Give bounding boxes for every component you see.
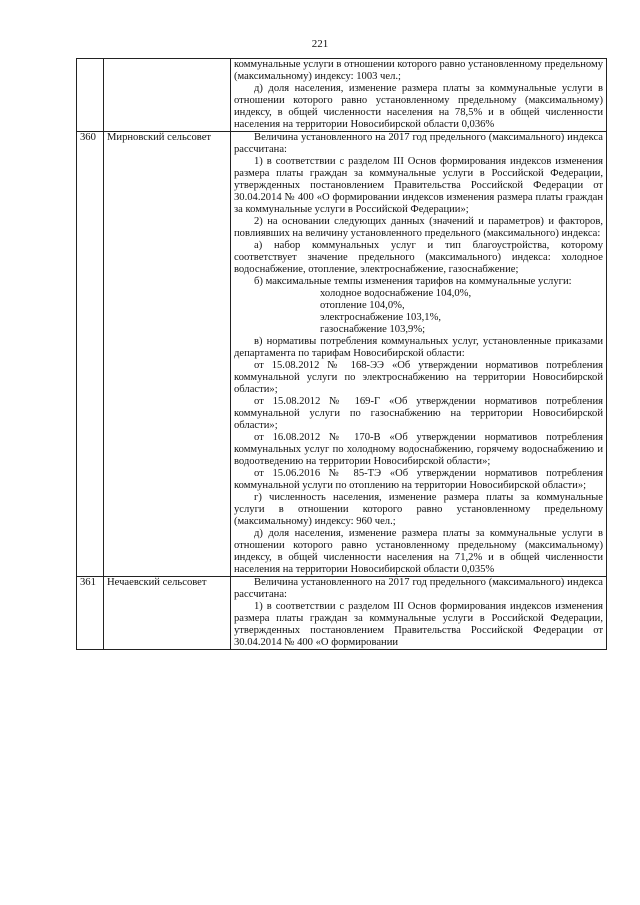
paragraph: а) набор коммунальных услуг и тип благоустройства, которому соответствует значение предельного (максимального) индекса: холодное водоснабжение, отопление, электроснабжение, газоснабжение;: [234, 240, 603, 275]
paragraph: д) доля населения, изменение размера платы за коммунальные услуги в отношении которого равно установленному предельному (максимальному) индексу, в общей численности населения на 71,2% и в общей численности населения на территории Новосибирской области 0,035%: [234, 528, 603, 575]
index-description-cell: [231, 132, 607, 577]
paragraph: от 15.08.2012 № 168-ЭЭ «Об утверждении нормативов потребления коммунальной услуги по электроснабжению на территории Новосибирской области»;: [234, 360, 603, 395]
paragraph: 1) в соответствии с разделом III Основ формирования индексов изменения размера платы граждан за коммунальные услуги в Российской Федерации, утвержденных постановлением Правительства Российской Федерации от 30.04.2014 № 400 «О формировании индексов изменения размера платы граждан за коммунальные услуги в Российской Федерации»;: [234, 156, 603, 215]
paragraph: от 15.08.2012 № 169-Г «Об утверждении нормативов потребления коммунальной услуги по газоснабжению на территории Новосибирской области»;: [234, 396, 603, 431]
paragraph: Величина установленного на 2017 год предельного (максимального) индекса рассчитана:: [234, 577, 603, 600]
paragraph: от 15.06.2016 № 85-ТЭ «Об утверждении нормативов потребления коммунальной услуги по отоплению на территории Новосибирской области»;: [234, 468, 603, 491]
paragraph: б) максимальные темпы изменения тарифов на коммунальные услуги:: [254, 276, 572, 287]
index-description-cell: [231, 59, 607, 132]
row-number-cell: 361: [77, 577, 104, 650]
paragraph: коммунальные услуги в отношении которого равно установленному предельному (максимальному) индексу: 1003 чел.;: [234, 59, 603, 82]
municipality-name-cell: Мирновский сельсовет: [104, 132, 231, 577]
paragraph: 1) в соответствии с разделом III Основ формирования индексов изменения размера платы граждан за коммунальные услуги в Российской Федерации, утвержденных постановлением Правительства Российской Федерации от 30.04.2014 № 400 «О формировании: [234, 601, 603, 648]
page-number: 221: [311, 38, 329, 50]
paragraph: холодное водоснабжение 104,0%,: [320, 288, 472, 299]
table-row: [77, 577, 607, 650]
municipality-name-cell: [104, 59, 231, 132]
municipality-index-table: [76, 58, 607, 650]
municipality-name-cell: Нечаевский сельсовет: [104, 577, 231, 650]
paragraph: г) численность населения, изменение размера платы за коммунальные услуги в отношении которого равно установленному предельному (максимальному) индексу: 960 чел.;: [234, 492, 603, 527]
paragraph: 2) на основании следующих данных (значений и параметров) и факторов, повлиявших на величину установленного предельного (максимального) индекса:: [234, 216, 603, 239]
row-number-cell: [77, 59, 104, 132]
table-row: [77, 59, 607, 132]
table-row: [77, 132, 607, 577]
paragraph: отопление 104,0%,: [320, 300, 405, 311]
paragraph: Величина установленного на 2017 год предельного (максимального) индекса рассчитана:: [234, 132, 603, 155]
index-description-cell: [231, 577, 607, 650]
paragraph: в) нормативы потребления коммунальных услуг, установленные приказами департамента по тарифам Новосибирской области:: [234, 336, 603, 359]
paragraph: д) доля населения, изменение размера платы за коммунальные услуги в отношении которого равно установленному предельному (максимальному) индексу, в общей численности населения на 78,5% и в общей численности населения на территории Новосибирской области 0,036%: [234, 83, 603, 130]
row-number-cell: 360: [77, 132, 104, 577]
paragraph: электроснабжение 103,1%,: [320, 312, 442, 323]
paragraph: газоснабжение 103,9%;: [320, 324, 426, 335]
paragraph: от 16.08.2012 № 170-В «Об утверждении нормативов потребления коммунальных услуг по холодному водоснабжению, горячему водоснабжению и водоотведению на территории Новосибирской области»;: [234, 432, 603, 467]
